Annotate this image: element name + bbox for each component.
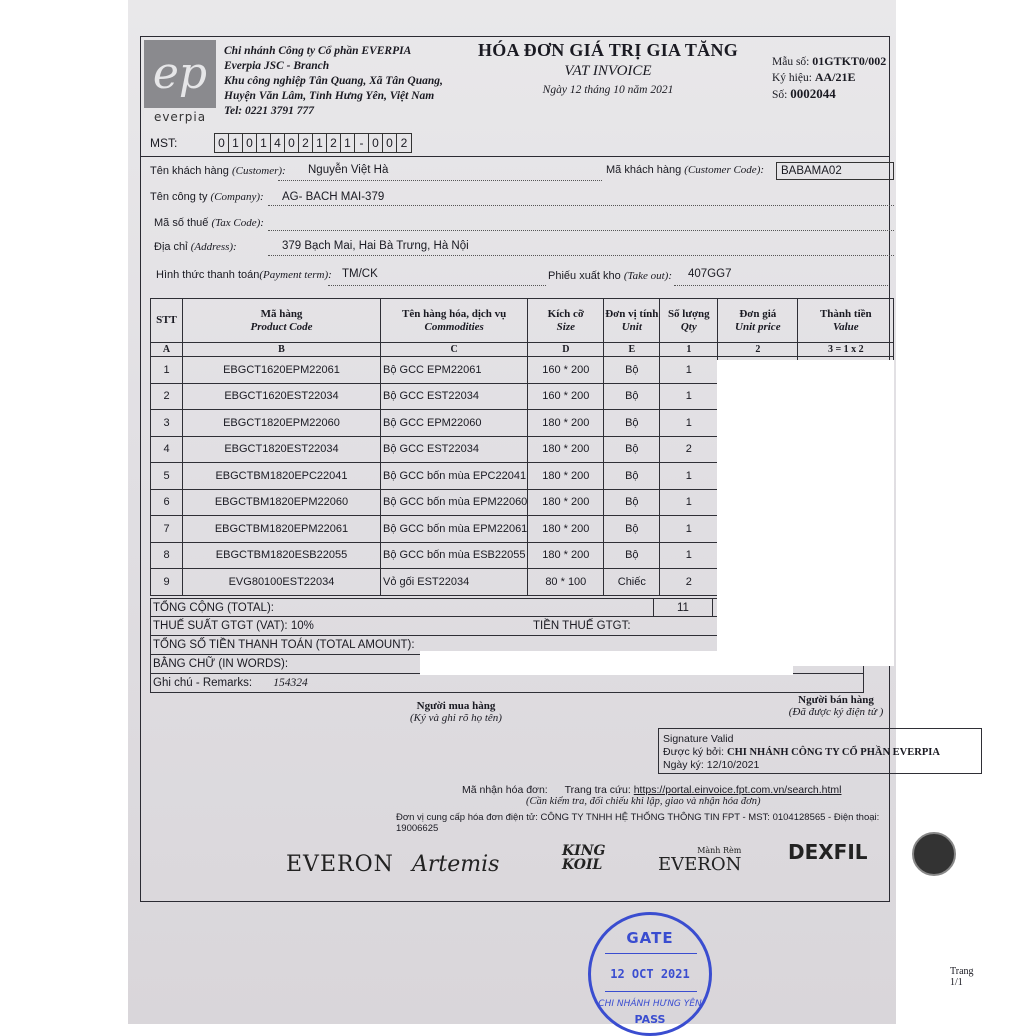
payment-line [328, 285, 546, 286]
cell-name: Bộ GCC bốn mùa ESB22055 [381, 542, 528, 569]
signature-valid: Signature Valid [663, 733, 734, 745]
cell-qty: 1 [660, 489, 718, 516]
cell-unit: Bộ [604, 542, 660, 569]
tax-code-field-label: Mã số thuế (Tax Code): [154, 217, 264, 229]
column-header-vn: Tên hàng hóa, dịch vụ [402, 307, 507, 320]
cell-qty: 1 [660, 383, 718, 410]
payment-term-label: Hình thức thanh toán(Payment term): [156, 269, 332, 281]
company-line [268, 205, 894, 206]
tax-digit: 0 [285, 134, 299, 152]
column-header [718, 299, 798, 343]
tax-code-line [268, 230, 894, 231]
tax-digit: 1 [313, 134, 327, 152]
vat-label: THUẾ SUẤT GTGT (VAT): [153, 620, 288, 632]
column-header-vn: Đơn giá [739, 307, 777, 320]
cell-stt: 1 [151, 357, 183, 384]
column-header [183, 299, 381, 343]
cell-code: EBGCT1820EPM22060 [183, 410, 381, 437]
cell-code: EVG80100EST22034 [183, 569, 381, 596]
remarks-label: Ghi chú - Remarks: [153, 677, 253, 689]
stamp-pass: PASS [634, 1013, 666, 1026]
cell-name: Vỏ gối EST22034 [381, 569, 528, 596]
cell-code: EBGCTBM1820ESB22055 [183, 542, 381, 569]
cell-unit: Bộ [604, 383, 660, 410]
column-header-en: Product Code [250, 320, 313, 333]
cell-stt: 5 [151, 463, 183, 490]
cell-name: Bộ GCC EPM22061 [381, 357, 528, 384]
seller-signature [756, 694, 916, 718]
column-header-en: Unit [621, 320, 642, 333]
column-header-en: Commodities [424, 320, 484, 333]
invoice-title-block [468, 40, 748, 96]
seller-title: Người bán hàng [798, 694, 874, 706]
invoice-serial [772, 54, 890, 103]
cell-size: 180 * 200 [528, 542, 604, 569]
customer-address: 379 Bạch Mai, Hai Bà Trưng, Hà Nội [282, 240, 469, 252]
brand-king-koil [562, 844, 605, 872]
column-header-vn: Kích cỡ [547, 307, 584, 320]
cell-code: EBGCTBM1820EPM22060 [183, 489, 381, 516]
cell-stt: 2 [151, 383, 183, 410]
seller-note: (Đã được ký điện tử ) [788, 706, 884, 718]
column-header-vn: Thành tiền [819, 307, 872, 320]
certified-seal-icon [912, 832, 956, 876]
cell-unit: Bộ [604, 436, 660, 463]
symbol-value: AA/21E [814, 70, 856, 84]
payment-term: TM/CK [342, 268, 378, 280]
signed-by: CHI NHÁNH CÔNG TY CỔ PHẦN EVERPIA [726, 747, 940, 758]
provider-info: Đơn vị cung cấp hóa đơn điện tử: CÔNG TY TNHH HỆ THỐNG THÔNG TIN FPT - MST: 0104128565 - Điện thoại: 19006625 [396, 812, 880, 834]
column-header-vn: STT [156, 314, 177, 326]
lookup-info [462, 784, 842, 808]
address-line [268, 255, 894, 256]
lookup-site-label: Trang tra cứu: [564, 784, 631, 796]
header-divider [140, 156, 890, 157]
column-ref: 2 [718, 343, 798, 357]
cell-code: EBGCTBM1820EPC22041 [183, 463, 381, 490]
seller-info [224, 44, 474, 119]
brand-koil: KOIL [562, 857, 603, 873]
column-ref: B [183, 343, 381, 357]
number-label: Số: [772, 89, 788, 101]
signed-by-label: Được ký bởi: [663, 746, 725, 758]
brand-king: KING [562, 843, 606, 859]
cell-unit: Bộ [604, 463, 660, 490]
remarks-row [150, 674, 864, 693]
cell-qty: 2 [660, 436, 718, 463]
logo-name: everpia [153, 110, 207, 124]
stamp-branch: CHI NHÁNH HƯNG YÊN [598, 999, 702, 1009]
cell-code: EBGCT1620EST22034 [183, 383, 381, 410]
tax-code-digits [214, 133, 412, 153]
invoice-title-en: VAT INVOICE [564, 63, 652, 79]
gate-pass-stamp [588, 912, 712, 1036]
cell-code: EBGCT1820EST22034 [183, 436, 381, 463]
cell-name: Bộ GCC bốn mùa EPC22041 [381, 463, 528, 490]
cell-stt: 4 [151, 436, 183, 463]
brand-everon: EVERON [286, 852, 394, 877]
vat-amount-label: TIỀN THUẾ GTGT: [533, 620, 631, 632]
cell-size: 160 * 200 [528, 357, 604, 384]
brand-strip [278, 832, 988, 892]
cell-stt: 6 [151, 489, 183, 516]
cell-qty: 1 [660, 542, 718, 569]
tax-digit: 0 [243, 134, 257, 152]
invoice-code-label: Mã nhận hóa đơn: [462, 784, 548, 796]
column-header-vn: Số lượng [667, 307, 710, 320]
brand-manh-rem: Mành Rèm [697, 846, 742, 855]
symbol-label: Ký hiệu: [772, 72, 812, 84]
cell-stt: 8 [151, 542, 183, 569]
column-header [660, 299, 718, 343]
column-ref: 1 [660, 343, 718, 357]
cell-name: Bộ GCC bốn mùa EPM22060 [381, 489, 528, 516]
cell-unit: Bộ [604, 410, 660, 437]
lookup-link[interactable]: https://portal.einvoice.fpt.com.vn/search.html [633, 784, 842, 796]
buyer-title: Người mua hàng [416, 700, 496, 712]
tax-digit: 0 [383, 134, 397, 152]
brand-manh-rem-everon [658, 844, 742, 875]
stamp-divider-top [605, 953, 697, 954]
sign-date-label: Ngày ký: [663, 759, 704, 771]
table-header-row [151, 299, 894, 343]
lookup-note: (Cần kiểm tra, đối chiếu khi lập, giao và nhận hóa đơn) [526, 796, 761, 807]
column-header-vn: Đơn vị tính [605, 307, 659, 320]
seller-address-2: Huyện Văn Lâm, Tỉnh Hưng Yên, Việt Nam [224, 90, 435, 102]
seller-name-en: Everpia JSC - Branch [224, 60, 330, 72]
invoice-date: Ngày 12 tháng 10 năm 2021 [542, 84, 674, 96]
tax-digit: 1 [341, 134, 355, 152]
cell-qty: 2 [660, 569, 718, 596]
cell-stt: 9 [151, 569, 183, 596]
cell-code: EBGCT1620EPM22061 [183, 357, 381, 384]
cell-stt: 7 [151, 516, 183, 543]
cell-size: 180 * 200 [528, 436, 604, 463]
stamp-gate: GATE [626, 929, 674, 947]
cell-unit: Chiếc [604, 569, 660, 596]
cell-code: EBGCTBM1820EPM22061 [183, 516, 381, 543]
invoice-number: 0002044 [790, 86, 836, 101]
total-amount-label: TỔNG SỐ TIỀN THANH TOÁN (TOTAL AMOUNT): [153, 639, 415, 651]
company-label: Tên công ty (Company): [150, 191, 264, 203]
form-number: 01GTKT0/002 [812, 54, 887, 68]
brand-artemis: Artemis [412, 852, 500, 877]
column-ref: E [604, 343, 660, 357]
seller-address-1: Khu công nghiệp Tân Quang, Xã Tân Quang, [224, 75, 443, 87]
company-name: AG- BACH MAI-379 [282, 191, 385, 203]
cell-stt: 3 [151, 410, 183, 437]
brand-manh-everon: EVERON [658, 854, 742, 875]
customer-name: Nguyễn Việt Hà [308, 164, 389, 176]
seller-tax-code [150, 132, 412, 154]
form-label: Mẫu số: [772, 56, 810, 68]
column-header-en: Value [832, 320, 859, 333]
cell-size: 160 * 200 [528, 383, 604, 410]
remarks-value: 154324 [273, 677, 308, 689]
tax-digit: 2 [327, 134, 341, 152]
stamp-date: 12 OCT 2021 [610, 967, 690, 981]
digital-signature-box [658, 728, 982, 774]
column-header [604, 299, 660, 343]
cell-qty: 1 [660, 410, 718, 437]
page-number: Trang 1/1 [950, 966, 974, 988]
column-ref: C [381, 343, 528, 357]
cell-name: Bộ GCC EPM22060 [381, 410, 528, 437]
column-header-en: Size [556, 320, 575, 333]
invoice-title-vn: HÓA ĐƠN GIÁ TRỊ GIA TĂNG [477, 40, 739, 60]
column-header [798, 299, 894, 343]
tax-digit: 1 [229, 134, 243, 152]
column-header-en: Unit price [735, 320, 781, 333]
column-ref: A [151, 343, 183, 357]
cell-size: 180 * 200 [528, 516, 604, 543]
tax-digit: 1 [257, 134, 271, 152]
column-header [151, 299, 183, 343]
buyer-note: (Ký và ghi rõ họ tên) [410, 712, 502, 724]
column-header-en: Qty [680, 320, 697, 333]
customer-name-label: Tên khách hàng (Customer): [150, 165, 286, 177]
customer-code: BABAMA02 [776, 162, 894, 180]
column-reference-row [151, 343, 894, 357]
customer-name-line [278, 180, 602, 181]
cell-qty: 1 [660, 516, 718, 543]
column-ref: 3 = 1 x 2 [798, 343, 894, 357]
brand-dexfil: DEXFIL [788, 840, 868, 864]
takeout-label: Phiếu xuất kho (Take out): [548, 270, 673, 282]
cell-unit: Bộ [604, 516, 660, 543]
column-header [528, 299, 604, 343]
column-header-vn: Mã hàng [260, 307, 303, 320]
cell-qty: 1 [660, 463, 718, 490]
column-header [381, 299, 528, 343]
logo-emblem [144, 40, 216, 108]
tax-digit: 2 [299, 134, 313, 152]
tax-digit: 0 [369, 134, 383, 152]
seller-phone: Tel: 0221 3791 777 [224, 105, 314, 117]
tax-code-label: MST: [150, 136, 178, 150]
cell-name: Bộ GCC EST22034 [381, 383, 528, 410]
cell-size: 80 * 100 [528, 569, 604, 596]
cell-name: Bộ GCC EST22034 [381, 436, 528, 463]
cell-size: 180 * 200 [528, 489, 604, 516]
column-ref: D [528, 343, 604, 357]
logo-initials: ep [152, 48, 208, 99]
takeout-line [674, 285, 888, 286]
takeout-number: 407GG7 [688, 268, 732, 280]
tax-digit: 4 [271, 134, 285, 152]
address-label: Địa chỉ (Address): [154, 241, 237, 253]
seller-name-vn: Chi nhánh Công ty Cổ phần EVERPIA [224, 45, 412, 57]
tax-digit: - [355, 134, 369, 152]
buyer-signature [386, 700, 526, 724]
everpia-logo [144, 40, 216, 128]
cell-qty: 1 [660, 357, 718, 384]
tax-digit: 2 [400, 136, 408, 150]
cell-size: 180 * 200 [528, 410, 604, 437]
tax-digit: 0 [215, 134, 229, 152]
total-qty: 11 [653, 599, 713, 617]
sign-date: 12/10/2021 [706, 759, 760, 771]
stamp-divider-bottom [605, 991, 697, 992]
customer-code-label: Mã khách hàng (Customer Code): [606, 164, 765, 176]
cell-unit: Bộ [604, 489, 660, 516]
cell-size: 180 * 200 [528, 463, 604, 490]
redacted-values [717, 360, 894, 666]
cell-name: Bộ GCC bốn mùa EPM22061 [381, 516, 528, 543]
vat-rate: 10% [290, 620, 314, 632]
total-label: TỔNG CỘNG (TOTAL): [153, 602, 274, 614]
cell-unit: Bộ [604, 357, 660, 384]
in-words-label: BẰNG CHỮ (IN WORDS): [153, 658, 289, 670]
